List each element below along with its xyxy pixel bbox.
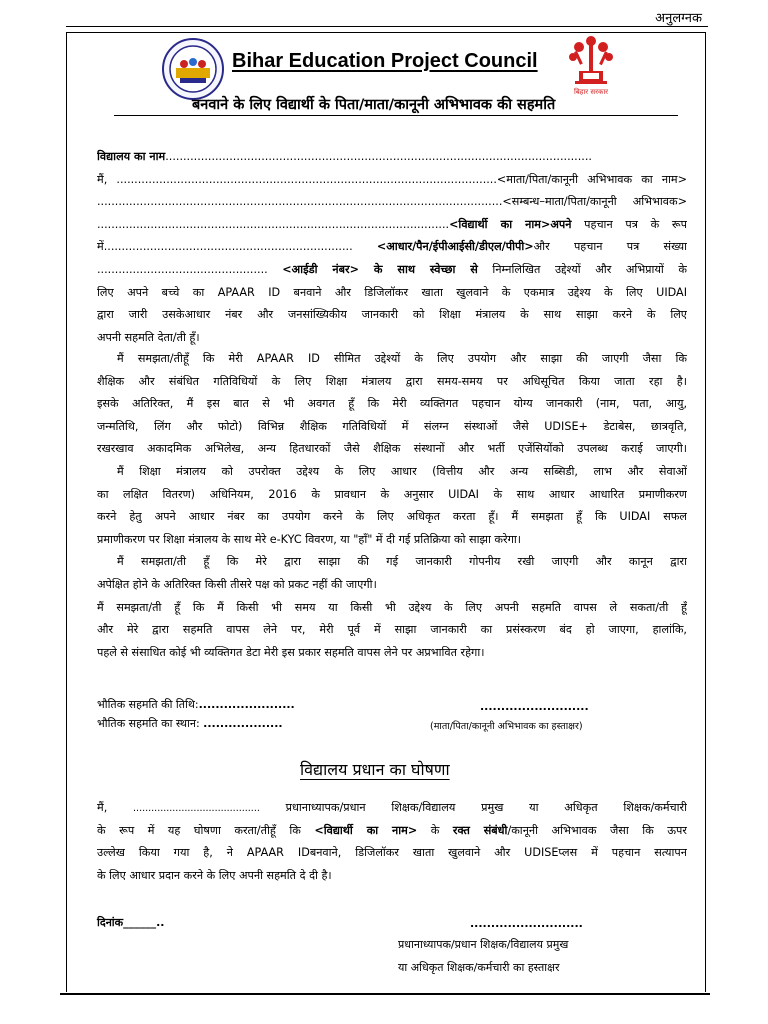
id-type-prefix: में bbox=[97, 240, 104, 254]
para3-line1: मैं समझता/ती हूँ कि मेरे द्वारा साझा की गई जानकारी गोपनीय रखी जाएगी और कानून द्वारा bbox=[117, 555, 687, 569]
relation-hint: <सम्बन्ध–माता/पिता/कानूनी अभिभावक> bbox=[502, 195, 687, 209]
declaration-line1 bbox=[97, 797, 687, 820]
purpose-line-2: द्वारा जारी उसकेआधार नंबर और जनसांख्यिकीय जानकारी को शिक्षा मंत्रालय के साथ साझा करने के लिए bbox=[97, 308, 687, 322]
principal-signature-caption-2: या अधिकृत शिक्षक/कर्मचारी का हस्ताक्षर bbox=[398, 961, 560, 974]
principal-signature-caption-1: प्रधानाध्यापक/प्रधान शिक्षक/विद्यालय प्रमुख bbox=[398, 938, 569, 951]
school-name-row bbox=[97, 146, 687, 169]
declaration-line2 bbox=[97, 820, 687, 843]
student-name-hint: <विद्यार्थी का नाम>अपने bbox=[449, 217, 572, 231]
declaration-body bbox=[97, 797, 687, 887]
declaration-role: प्रधानाध्यापक/प्रधान शिक्षक/विद्यालय प्रमुख या अधिकृत शिक्षक/कर्मचारी bbox=[285, 801, 687, 814]
student-name-blank: ................................................................................................... bbox=[97, 217, 450, 231]
principal-name-blank: .......................................... bbox=[133, 803, 260, 814]
id-number-rest: निम्नलिखित उद्देश्यों और अभिप्रायों के bbox=[492, 262, 687, 276]
declaration-date-blank: ______.. bbox=[123, 916, 165, 929]
parent-name-prefix: मैं, bbox=[97, 172, 108, 186]
annexure-label: अनुलग्नक bbox=[655, 11, 702, 26]
school-name-label: विद्यालय का नाम bbox=[97, 150, 166, 163]
bepc-emblem-logo bbox=[162, 38, 224, 100]
parent-signature-line bbox=[480, 700, 589, 713]
para2-line4: प्रमाणीकरण पर शिक्षा मंत्रालय के साथ मेरे e-KYC विवरण, या "हाँ" में दी गई प्रतिक्रिया को साझा करेगा। bbox=[97, 532, 522, 546]
para4-line1: मैं समझता/ती हूँ कि मैं किसी भी समय या किसी भी उद्देश्य के लिए अपनी सहमति वापस ले सकता/ती हूँ bbox=[97, 600, 687, 614]
declaration-line3: उल्लेख किया गया है, ने APAAR IDबनवाने, डिजिलॉकर खाता खुलवाने और UDISEप्लस में पहचान सत्यापन bbox=[97, 846, 687, 860]
para3-line2: अपेक्षित होने के अतिरिक्त किसी तीसरे पक्ष को प्रकट नहीं की जाएगी। bbox=[97, 577, 377, 591]
para2-line3: करने हेतु अपने आधार नंबर का उपयोग करने के लिए अधिकृत करता हूँ। मैं समझता हूँ कि UIDAI सफल bbox=[97, 510, 687, 524]
student-name-rest: पहचान पत्र के रूप bbox=[584, 217, 687, 231]
declaration-student-hint: <विद्यार्थी का नाम> bbox=[314, 823, 418, 837]
consent-title: बनवाने के लिए विद्यार्थी के पिता/माता/कानूनी अभिभावक की सहमति bbox=[192, 97, 556, 113]
relation-row bbox=[97, 191, 687, 214]
para2-line2: का लक्षित वितरण) अधिनियम, 2016 के प्रावधान के अनुसार UIDAI के साथ आधार आधारित प्रमाणीकरण bbox=[97, 487, 687, 501]
para1-line3: इसके अतिरिक्त, मैं इस बात से भी अवगत हूँ कि मेरी व्यक्तिगत पहचान योग्य जानकारी (नाम, पता, आयु, bbox=[97, 397, 687, 411]
parent-name-hint: <माता/पिता/कानूनी अभिभावक का नाम> bbox=[496, 172, 687, 186]
para2-line1: मैं शिक्षा मंत्रालय को उपरोक्त उद्देश्य के लिए आधार (वित्तीय और अन्य सब्सिडी, लाभ और सेवाओं bbox=[117, 464, 687, 478]
logo-caption: बिहार सरकार bbox=[573, 88, 609, 96]
bottom-rule bbox=[60, 993, 710, 995]
declaration-prefix: मैं, bbox=[97, 801, 108, 814]
declaration-line4: के लिए आधार प्रदान करने के लिए अपनी सहमति दे दी है। bbox=[97, 868, 332, 882]
id-type-blank: ...................................................................... bbox=[103, 240, 353, 254]
parent-name-blank: ........................................................................................................... bbox=[116, 172, 497, 186]
para1-line2: शैक्षिक और संबंधित गतिविधियों के लिए शिक्षा मंत्रालय द्वारा समय-समय पर अधिसूचित किया जाता रहा है। bbox=[97, 374, 687, 388]
organization-title: Bihar Education Project Council bbox=[232, 50, 538, 72]
id-type-row bbox=[97, 236, 687, 259]
parent-name-row bbox=[97, 169, 687, 192]
parent-signature-blank: .......................... bbox=[480, 700, 589, 713]
declaration-text-c: के bbox=[430, 823, 440, 837]
id-type-hint: <आधार/पैन/ईपीआईसी/डीएल/पीपी> bbox=[376, 240, 534, 254]
bihar-government-logo bbox=[563, 33, 619, 97]
consent-place-label: भौतिक सहमति का स्थान: bbox=[97, 717, 200, 730]
consent-date-label: भौतिक सहमति की तिथि: bbox=[97, 698, 199, 711]
consent-place-row bbox=[97, 716, 283, 731]
consent-form-fields bbox=[97, 146, 687, 349]
principal-signature-line: ........................... bbox=[470, 917, 583, 930]
parent-signature-caption: (माता/पिता/कानूनी अभिभावक का हस्ताक्षर) bbox=[430, 721, 583, 732]
consent-date-row bbox=[97, 697, 295, 712]
declaration-text-a: के रूप में यह घोषणा करता/तीहूँ कि bbox=[97, 823, 301, 837]
declaration-text-d: /कानूनी अभिभावक जैसा कि ऊपर bbox=[507, 823, 687, 837]
para1-line5: रखरखाव अकादमिक अभिलेख, अन्य हितधारकों जैसे शैक्षिक संस्थानों और भर्ती एजेंसियोंको उपलब्ध कराई जाएगी। bbox=[97, 442, 687, 456]
relation-blank: .................................................................................................................. bbox=[97, 195, 503, 209]
top-rule bbox=[66, 26, 708, 27]
declaration-title: विद्यालय प्रधान का घोषणा bbox=[300, 760, 450, 779]
purpose-line-1: लिए अपने बच्चे का APAAR ID बनवाने और डिजिलॉकर खाता खुलवाने के एकमात्र उद्देश्य के लिए UIDAI bbox=[97, 285, 687, 299]
para1-line1: मैं समझता/तीहूँ कि मेरी APAAR ID सीमित उद्देश्यों के लिए उपयोग और साझा की जाएगी जैसा कि bbox=[117, 352, 687, 365]
id-number-row bbox=[97, 259, 687, 282]
consent-place-blank: ................... bbox=[203, 717, 283, 730]
para4-line2: और मेरे द्वारा सहमति वापस लेने पर, मेरी पूर्व में साझा जानकारी का प्रसंस्करण बंद हो जाएगा, हालांकि, bbox=[97, 623, 687, 637]
purpose-line-3: अपनी सहमति देता/ती हूँ। bbox=[97, 330, 200, 344]
id-number-hint: <आईडी नंबर> के साथ स्वेच्छा से bbox=[282, 262, 478, 276]
para1-line4: जन्मतिथि, लिंग और फोटो) विभिन्न शैक्षिक गतिविधियों में संलग्न संस्थाओं जैसे UDISE+ डेटाबेस, छात्रवृति, bbox=[97, 419, 687, 433]
id-type-rest: और पहचान पत्र संख्या bbox=[533, 240, 687, 254]
consent-date-blank: ....................... bbox=[198, 698, 295, 711]
declaration-date-label: दिनांक bbox=[97, 916, 124, 929]
declaration-relation: रक्त संबंधी bbox=[452, 823, 508, 837]
school-name-blank: ........................................................................................................................ bbox=[165, 150, 592, 163]
student-name-row bbox=[97, 214, 687, 237]
para4-line3: पहले से संसाधित कोई भी व्यक्तिगत डेटा मेरी इस प्रकार सहमति वापस लेने पर अप्रभावित रहेगा। bbox=[97, 645, 485, 659]
declaration-date-row bbox=[97, 915, 164, 930]
title-underline bbox=[114, 115, 678, 116]
id-number-blank: ................................................ bbox=[97, 262, 268, 276]
consent-paragraphs bbox=[97, 348, 687, 664]
